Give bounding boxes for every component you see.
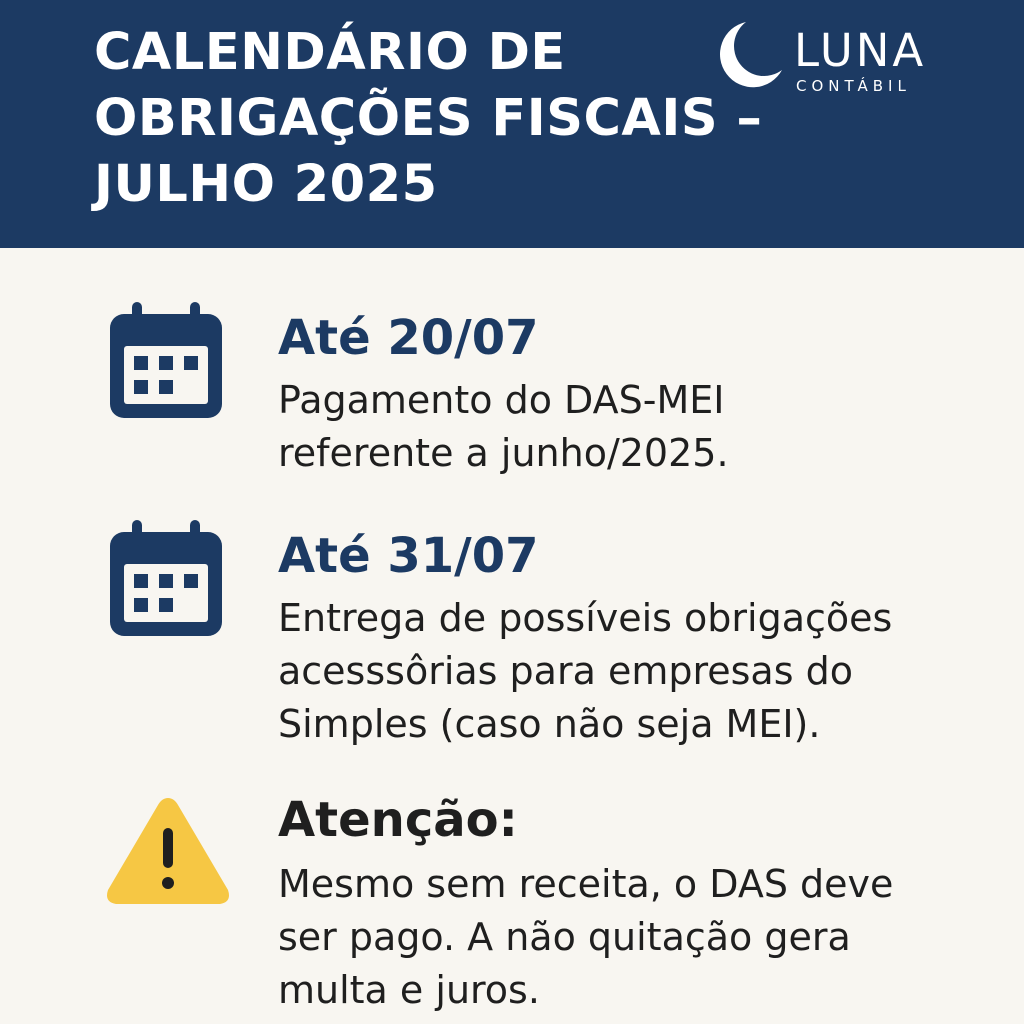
description-line: multa e juros. [278, 968, 540, 1012]
title-line: OBRIGAÇÕES FISCAIS – [94, 89, 763, 148]
crescent-moon-icon [716, 20, 786, 90]
logo-subtitle: CONTÁBIL [796, 77, 911, 95]
title-line: JULHO 2025 [94, 155, 438, 214]
header-banner [0, 0, 1024, 248]
warning-description [278, 858, 978, 1017]
warning-icon [104, 790, 232, 910]
description-line: referente a junho/2025. [278, 431, 729, 475]
deadline-title: Até 20/07 [278, 310, 539, 366]
description-line: Entrega de possíveis obrigações [278, 596, 893, 640]
page-title [94, 20, 794, 218]
description-line: Pagamento do DAS-MEI [278, 378, 725, 422]
calendar-icon [104, 300, 228, 424]
deadline-description [278, 374, 978, 480]
description-line: Simples (caso não seja MEI). [278, 702, 821, 746]
warning-title: Atenção: [278, 792, 518, 848]
deadline-description [278, 592, 978, 751]
luna-contabil-logo [716, 20, 956, 104]
description-line: ser pago. A não quitação gera [278, 915, 851, 959]
description-line: acesssôrias para empresas do [278, 649, 853, 693]
calendar-icon [104, 518, 228, 642]
title-line: CALENDÁRIO DE [94, 23, 566, 82]
deadline-title: Até 31/07 [278, 528, 539, 584]
logo-name: LUNA [794, 24, 927, 77]
description-line: Mesmo sem receita, o DAS deve [278, 862, 894, 906]
